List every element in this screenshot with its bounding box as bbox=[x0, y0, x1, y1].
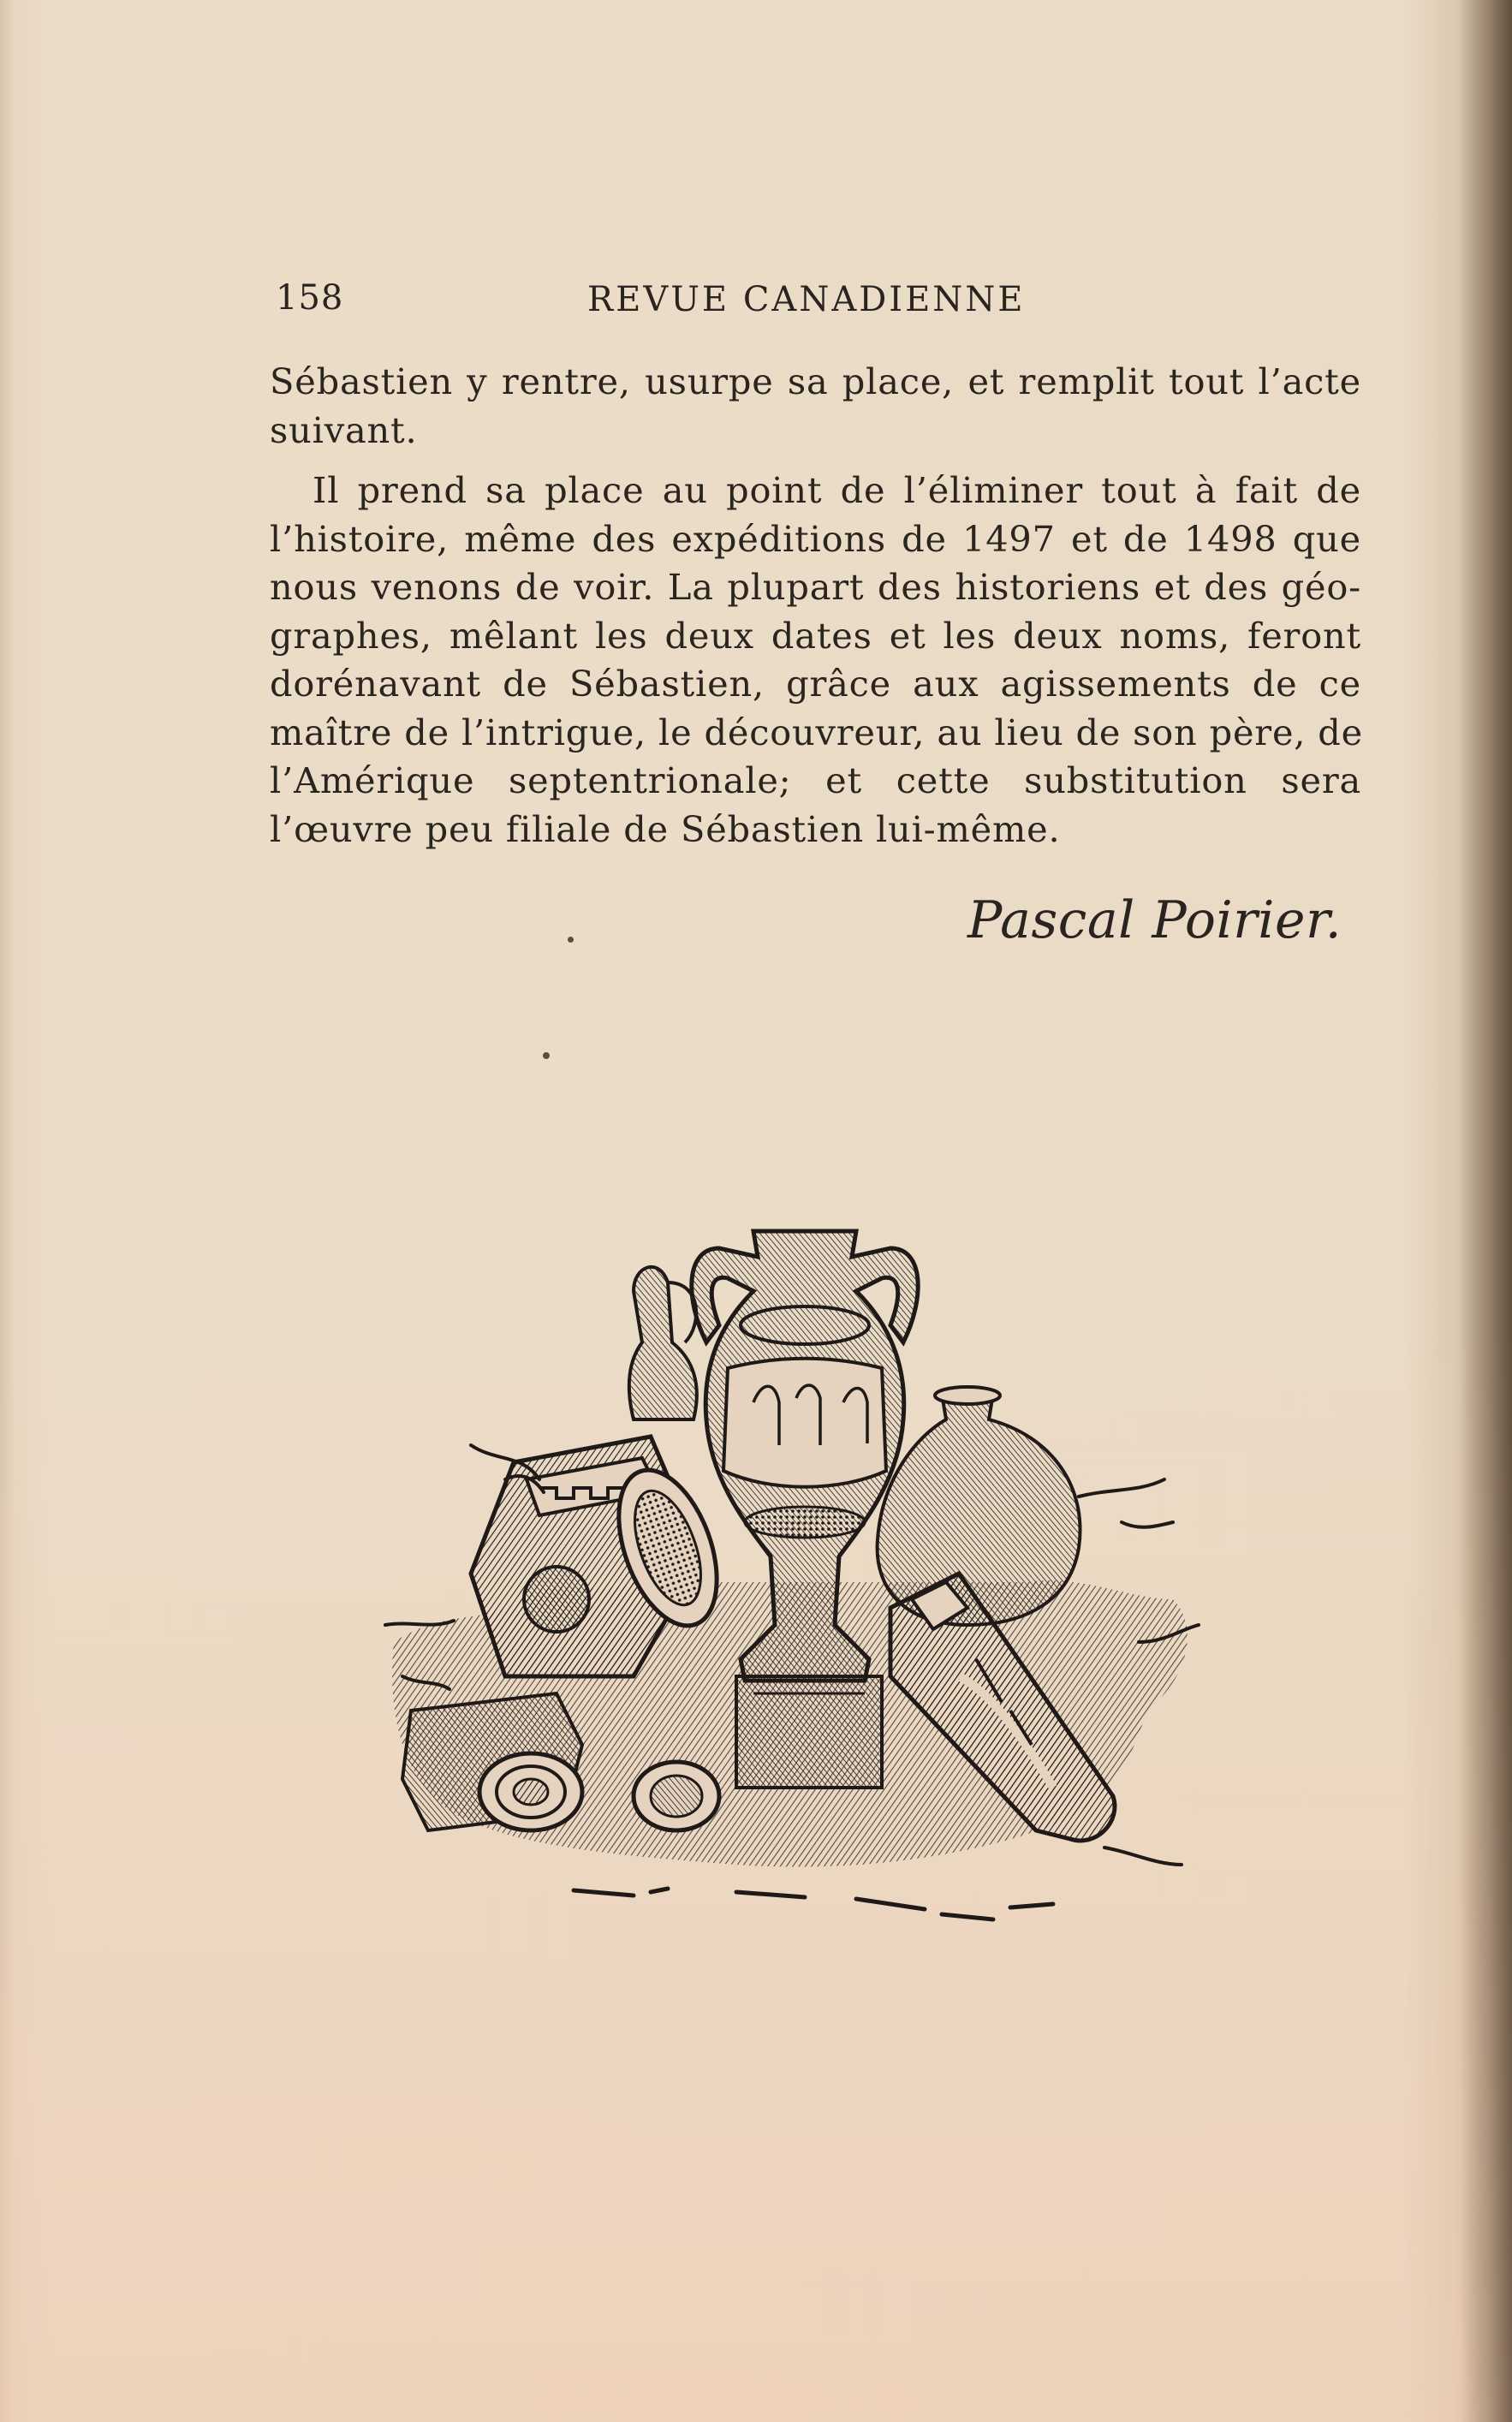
page-edge-shadow bbox=[1461, 0, 1512, 2422]
text-line: l’Amérique septentrionale; et cette substitution sera bbox=[270, 759, 1361, 801]
engraved-urns-vignette-icon bbox=[377, 1197, 1224, 1933]
running-title: REVUE CANADIENNE bbox=[587, 280, 1026, 319]
text-line: nous venons de voir. La plupart des historiens et des géo- bbox=[270, 566, 1361, 608]
text-line: graphes, mêlant les deux dates et les deux noms, feront bbox=[270, 614, 1361, 657]
running-header bbox=[276, 278, 1140, 321]
text-line: l’œuvre peu filiale de Sébastien lui-même. bbox=[270, 807, 1061, 850]
text-line: suivant. bbox=[270, 408, 418, 451]
text-line: l’histoire, même des expéditions de 1497 et de 1498 que bbox=[270, 517, 1361, 560]
text-line: Il prend sa place au point de l’éliminer tout à fait de bbox=[313, 469, 1361, 511]
text-line: Sébastien y rentre, usurpe sa place, et remplit tout l’acte bbox=[270, 360, 1361, 402]
ink-speck bbox=[543, 1052, 550, 1059]
ink-speck bbox=[568, 937, 574, 943]
body-text bbox=[270, 358, 1364, 854]
page-number: 158 bbox=[276, 278, 344, 318]
author-signature: Pascal Poirier. bbox=[967, 890, 1342, 950]
text-line: dorénavant de Sébastien, grâce aux agissements de ce bbox=[270, 663, 1361, 705]
text-line: maître de l’intrigue, le découvreur, au lieu de son père, de bbox=[270, 711, 1364, 753]
